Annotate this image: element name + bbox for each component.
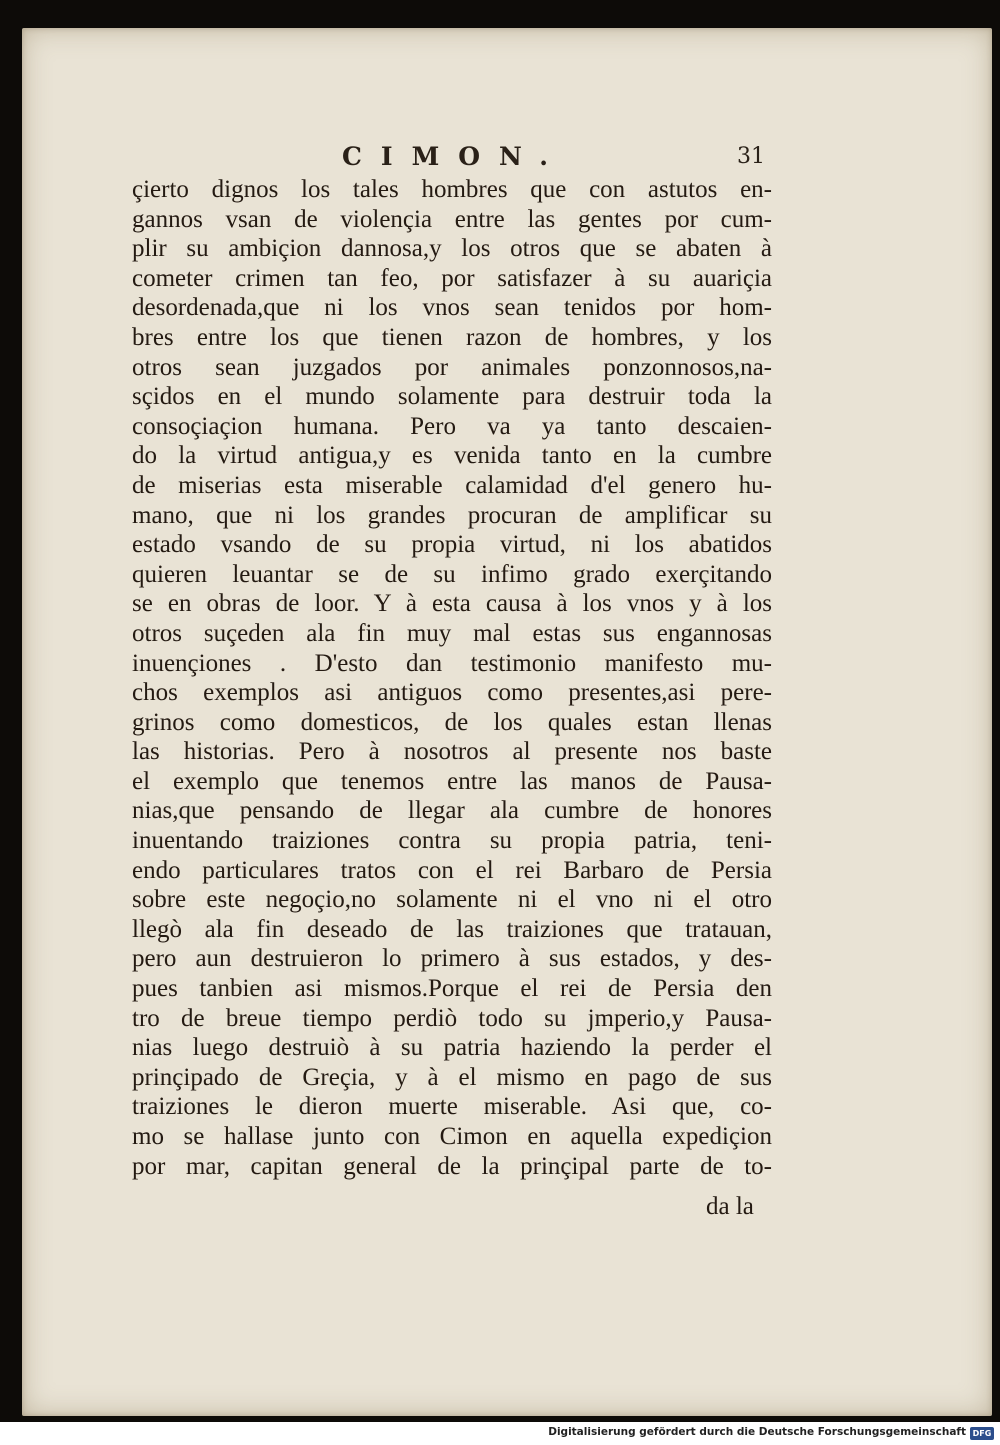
text-line: traiziones le dieron muerte miserable. Asi que, co- xyxy=(132,1093,772,1121)
text-line: quieren leuantar se de su infimo grado exerçitando xyxy=(132,560,772,588)
funding-credit: Digitalisierung gefördert durch die Deutsche Forschungsgemeinschaft xyxy=(548,1426,966,1438)
dfg-logo-icon: DFG xyxy=(970,1427,994,1440)
text-line: çierto dignos los tales hombres que con astutos en- xyxy=(132,176,772,203)
running-head xyxy=(0,142,1000,172)
page-number: 31 xyxy=(737,144,765,169)
text-line: grinos como domesticos, de los quales estan llenas xyxy=(132,708,772,736)
text-line: las historias. Pero à nosotros al presente nos baste xyxy=(132,738,772,766)
text-line: chos exemplos asi antiguos como presentes,asi pere- xyxy=(132,679,772,707)
text-line: sobre este negoçio,no solamente ni el vno ni el otro xyxy=(132,886,772,914)
text-line: otros suçeden ala fin muy mal estas sus engannosas xyxy=(132,619,772,647)
text-line: do la virtud antigua,y es venida tanto en la cumbre xyxy=(132,442,772,470)
text-line: endo particulares tratos con el rei Barbaro de Persia xyxy=(132,856,772,884)
text-line: desordenada,que ni los vnos sean tenidos por hom- xyxy=(132,294,772,322)
text-line: por mar, capitan general de la prinçipal parte de to- xyxy=(132,1152,772,1180)
text-line: gannos vsan de violençia entre las gentes por cum- xyxy=(132,205,772,233)
text-line: estado vsando de su propia virtud, ni los abatidos xyxy=(132,531,772,559)
text-line: pero aun destruieron lo primero à sus estados, y des- xyxy=(132,945,772,973)
text-line: inuençiones . D'esto dan testimonio manifesto mu- xyxy=(132,649,772,677)
text-line: nias luego destruiò à su patria haziendo la perder el xyxy=(132,1034,772,1062)
catchword: da la xyxy=(706,1193,754,1220)
text-line: tro de breue tiempo perdiò todo su jmperio,y Pausa- xyxy=(132,1004,772,1032)
text-line: bres entre los que tienen razon de hombres, y los xyxy=(132,323,772,351)
text-line: otros sean juzgados por animales ponzonnosos,na- xyxy=(132,353,772,381)
text-line: mo se hallase junto con Cimon en aquella expediçion xyxy=(132,1123,772,1150)
text-line: llegò ala fin deseado de las traiziones que tratauan, xyxy=(132,915,772,943)
text-line: pues tanbien asi mismos.Porque el rei de Persia den xyxy=(132,975,772,1003)
footer-bar xyxy=(0,1422,1000,1445)
text-line: el exemplo que tenemos entre las manos de Pausa- xyxy=(132,767,772,795)
text-line: prinçipado de Greçia, y à el mismo en pago de sus xyxy=(132,1063,772,1091)
text-line: inuentando traiziones contra su propia patria, teni- xyxy=(132,827,772,855)
text-line: consoçiaçion humana. Pero va ya tanto descaien- xyxy=(132,412,772,440)
text-line: sçidos en el mundo solamente para destruir toda la xyxy=(132,383,772,411)
text-line: plir su ambiçion dannosa,y los otros que se abaten à xyxy=(132,235,772,263)
body-text xyxy=(132,175,772,1181)
text-line: cometer crimen tan feo, por satisfazer à su auariçia xyxy=(132,264,772,292)
text-line: se en obras de loor. Y à esta causa à los vnos y à los xyxy=(132,590,772,618)
text-line: de miserias esta miserable calamidad d'el genero hu- xyxy=(132,471,772,499)
text-line: mano, que ni los grandes procuran de amplificar su xyxy=(132,501,772,529)
text-line: nias,que pensando de llegar ala cumbre de honores xyxy=(132,797,772,825)
running-title: CIMON. xyxy=(342,142,567,171)
